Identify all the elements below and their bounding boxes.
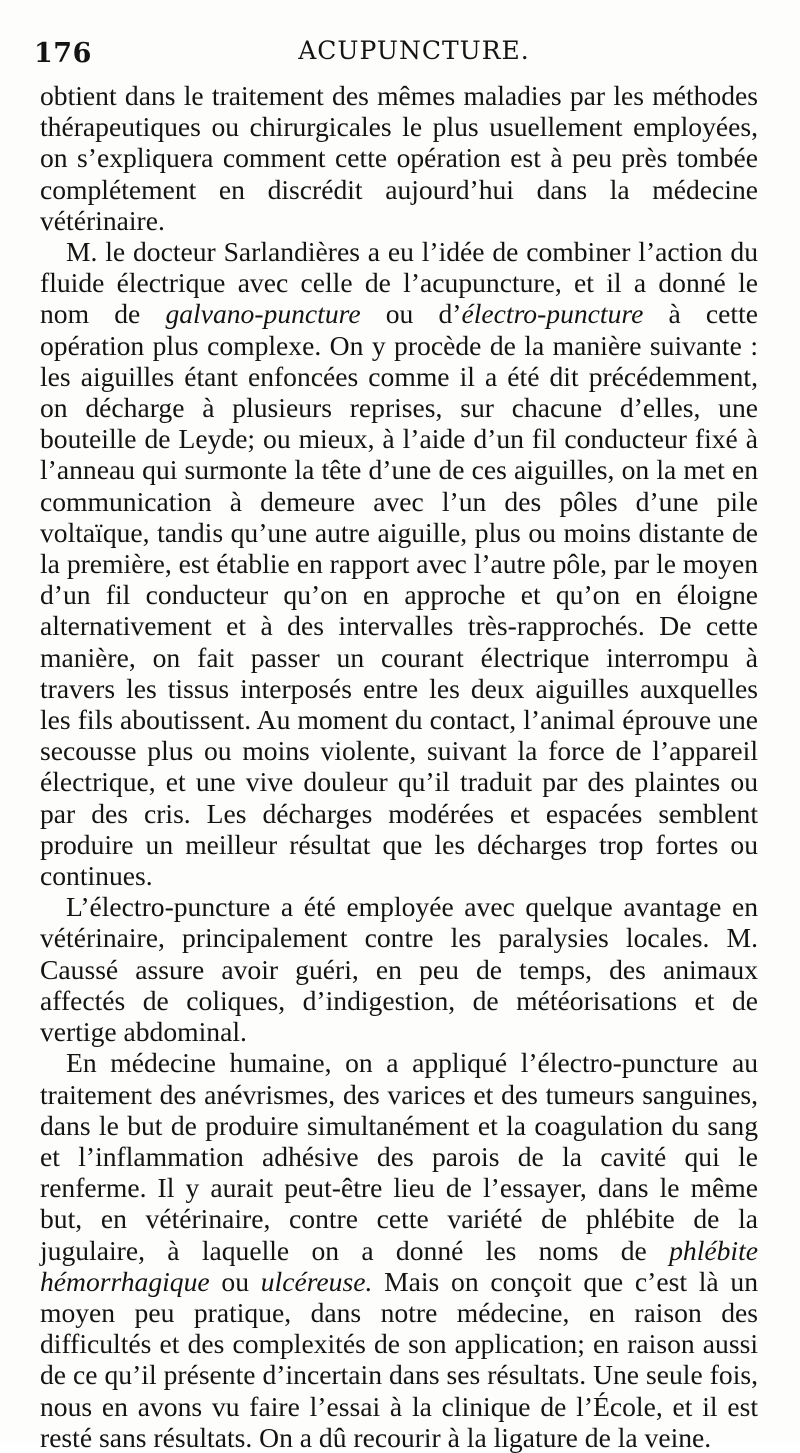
paragraph-1 [40,80,758,236]
running-title: ACUPUNCTURE. [298,36,530,65]
paragraph-4-text-a: En médecine humaine, on a appliqué l’électro-puncture au traitement des anévrismes, des varices et des tumeurs sanguines, dans le but de produire simultanément et la coagulation du sang et l’inflammation adhésive des parois de la cavité qui le renferme. Il y aurait peut-être lieu de l’essayer, dans le même but, en vétérinaire, contre cette variété de phlébite de la jugulaire, à laquelle on a donné les noms de [40,1047,758,1266]
paragraph-3-text: L’électro-puncture a été employée avec quelque avantage en vétérinaire, principalement contre les paralysies locales. M. Caussé assure avoir guéri, en peu de temps, des animaux affectés de coliques, d’indigestion, de météorisations et de vertige abdominal. [40,891,758,1048]
paragraph-2-text-c: à cette opération plus complexe. On y procède de la manière suivante : les aiguilles étant enfoncées comme il a été dit précédemment, on décharge à plusieurs reprises, sur chacune d’elles, une bouteille de Leyde; ou mieux, à l’aide d’un fil conducteur fixé à l’anneau qui surmonte la tête d’une de ces aiguilles, on la met en communication à demeure avec l’un des pôles d’une pile voltaïque, tandis qu’une autre aiguille, plus ou moins distante de la première, est établie en rapport avec l’autre pôle, par le moyen d’un fil conducteur qu’on en approche et qu’on en éloigne alternativement et à des intervalles très-rapprochés. De cette manière, on fait passer un courant électrique interrompu à travers les tissus interposés entre les deux aiguilles auxquelles les fils aboutissent. Au moment du contact, l’animal éprouve une secousse plus ou moins violente, suivant la force de l’appareil électrique, et une vive douleur qu’il traduit par des plaintes ou par des cris. Les décharges modérées et espacées semblent produire un meilleur résultat que les décharges trop fortes ou continues. [40,298,758,892]
page-header [34,34,754,74]
paragraph-4-text-b: ou [209,1265,261,1297]
page-number: 176 [34,38,92,69]
paragraph-4 [40,1047,758,1453]
paragraph-2-text-a: M. le docteur Sarlandières a eu l’idée de combiner l’action du fluide électrique avec celle de l’acupuncture, et il a donné le nom de [40,236,758,330]
body-text [40,80,758,1453]
term-galvano-puncture: galvano-puncture [165,298,361,330]
term-phlebite-hemorrhagique: phlébite hémorrhagique [40,1234,758,1297]
term-electro-puncture: électro-puncture [461,298,644,330]
paragraph-3 [40,891,758,1047]
paragraph-1-text: obtient dans le traitement des mêmes maladies par les méthodes thérapeutiques ou chirurgicales le plus usuellement employées, on s’expliquera comment cette opération est à peu près tombée complétement en discrédit aujourd’hui dans la médecine vétérinaire. [40,80,758,236]
paragraph-2 [40,236,758,891]
paragraph-2-text-b: ou d’ [360,298,462,330]
term-ulcereuse: ulcéreuse. [260,1265,373,1297]
paragraph-4-text-c: Mais on conçoit que c’est là un moyen peu pratique, dans notre médecine, en raison des difficultés et des complexités de son application; en raison aussi de ce qu’il présente d’incertain dans ses résultats. Une seule fois, nous en avons vu faire l’essai à la clinique de l’École, et il est resté sans résultats. On a dû recourir à la ligature de la veine. [40,1265,759,1453]
